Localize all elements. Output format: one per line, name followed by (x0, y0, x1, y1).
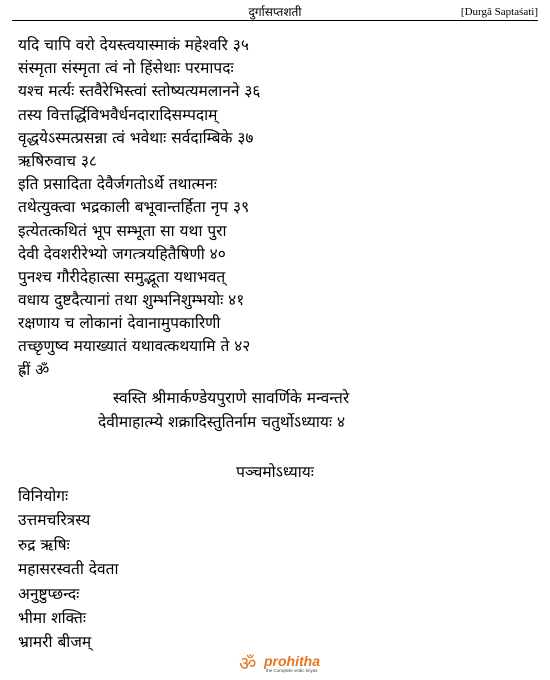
chapter-colophon (0, 386, 550, 434)
chapter-title: पञ्चमोऽध्यायः (236, 463, 314, 481)
viniyoga-line: महासरस्वती देवता (18, 560, 119, 579)
logo-brand: prohitha (264, 653, 320, 669)
verse-line: ह्रीं ॐ (18, 360, 50, 379)
viniyoga-line: भीमा शक्तिः (18, 608, 86, 627)
verse-line: इति प्रसादिता देवैर्जगतोऽर्थे तथात्मनः (18, 175, 217, 194)
verse-line: रक्षणाय च लोकानां देवानामुपकारिणी (18, 314, 221, 333)
verse-line: यदि चापि वरो देयस्त्वयास्माकं महेश्वरि ३५ (18, 36, 249, 54)
header-title: दुर्गासप्तशती (248, 5, 302, 19)
verse-line: तच्छृणुष्व मयाख्यातं यथावत्कथयामि ते ४२ (18, 337, 251, 356)
colophon-line: देवीमाहात्म्ये शक्रादिस्तुतिर्नाम चतुर्थोऽध्यायः ४ (98, 413, 346, 431)
viniyoga-line: उत्तमचरित्रस्य (18, 511, 91, 530)
header-tag: [Durgā Saptaśati] (460, 6, 538, 18)
page-header (0, 0, 550, 20)
verse-line: पुनश्च गौरीदेहात्सा समुद्भूता यथाभवत् (18, 267, 226, 286)
viniyoga-line: अनुष्टुप्छन्दः (18, 584, 80, 603)
verse-line: वधाय दुष्टदैत्यानां तथा शुम्भनिशुम्भयोः ४१ (18, 291, 245, 310)
verse-line: वृद्धयेऽस्मत्प्रसन्ना त्वं भवेथाः सर्वदाम्बिके ३७ (18, 128, 254, 147)
logo-tagline: the Complete vedic kriyas (266, 668, 318, 673)
verse-line: यश्च मर्त्यः स्तवैरेभिस्त्वां स्तोष्यत्यमलानने ३६ (18, 82, 261, 101)
prohitha-logo (239, 654, 339, 676)
viniyoga-line: भ्रामरी बीजम् (18, 633, 92, 652)
viniyoga-line: विनियोगः (18, 487, 69, 505)
verse-line: संस्मृता संस्मृता त्वं नो हिंसेथाः परमापदः (18, 59, 234, 78)
verse-line: देवी देवशरीरेभ्यो जगत्त्रयहितैषिणी ४० (18, 244, 226, 263)
colophon-line: स्वस्ति श्रीमार्कण्डेयपुराणे सावर्णिके मन्वन्तरे (113, 389, 350, 407)
om-icon: ॐ (239, 653, 257, 675)
verse-line: तथेत्युक्त्वा भद्रकाली बभूवान्तर्हिता नृप ३९ (18, 198, 250, 217)
header-rule (12, 20, 538, 21)
viniyoga-block (18, 484, 538, 655)
verse-line: ऋषिरुवाच ३८ (18, 151, 97, 170)
verse-line: इत्येतत्कथितं भूप सम्भूता सा यथा पुरा (18, 221, 227, 240)
viniyoga-line: रुद्र ऋषिः (18, 535, 70, 554)
verse-line: तस्य वित्तर्द्धिविभवैर्धनदारादिसम्पदाम् (18, 105, 218, 124)
verse-block (18, 34, 538, 382)
